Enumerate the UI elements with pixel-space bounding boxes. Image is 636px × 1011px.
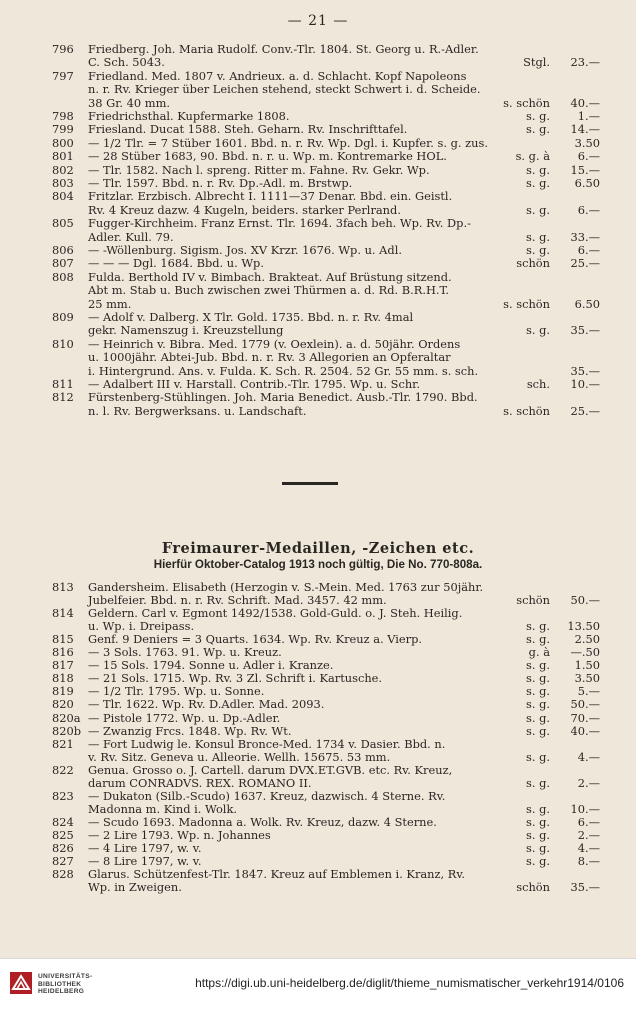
entry-price: 33.— [570, 229, 600, 244]
entry-price: 4.— [577, 841, 600, 855]
entry-number: 817 [52, 658, 74, 673]
entry-line [52, 737, 600, 751]
entry-line [52, 619, 600, 633]
entry-number: 798 [52, 109, 74, 123]
entry-number: 815 [52, 632, 74, 647]
entry-text: u. 1000jähr. Abtei-Jub. Bbd. n. r. Rv. 3 Allegorien an Opferaltar [88, 350, 451, 365]
entry-number: 818 [52, 671, 74, 686]
entry-line [52, 256, 600, 270]
entry-text: Jubelfeier. Bbd. n. r. Rv. Schrift. Mad. 3457. 42 mm. [88, 593, 387, 608]
entry-number: 824 [52, 814, 74, 829]
entry-number: 816 [52, 645, 74, 660]
entry-text: Abt m. Stab u. Buch zwischen zwei Thürmen a. d. Rd. B.R.H.T. [88, 283, 450, 298]
entry-line [52, 149, 600, 163]
entry-number: 803 [52, 176, 74, 190]
entry-text: Geldern. Carl v. Egmont 1492/1538. Gold-Guld. o. J. Steh. Heilig. [88, 606, 463, 621]
entry-line [52, 310, 600, 324]
entry-condition: schön [516, 880, 550, 895]
entry-condition: s. g. [526, 671, 550, 686]
entry-text: gekr. Namenszug i. Kreuzstellung [88, 323, 284, 338]
entry-price: 50.— [570, 697, 600, 712]
entry-price: 10.— [570, 377, 600, 391]
entry-number: 802 [52, 162, 74, 177]
entry-text: Genua. Grosso o. J. Cartell. darum DVX.ET.GVB. etc. Rv. Kreuz, [88, 762, 453, 777]
entry-condition: s. g. [526, 841, 550, 855]
entry-line [52, 283, 600, 297]
entry-text: 25 mm. [88, 296, 132, 311]
logo-line-3: HEIDELBERG [38, 988, 85, 995]
entry-line [52, 122, 600, 136]
entry-line [52, 867, 600, 881]
entry-line [52, 645, 600, 659]
entry-price: 25.— [570, 403, 600, 418]
entry-text: Genf. 9 Deniers = 3 Quarts. 1634. Wp. Rv. Kreuz a. Vierp. [88, 632, 423, 647]
entry-condition: s. schön [503, 403, 550, 418]
entry-line [52, 789, 600, 803]
entry-text: Adler. Kull. 79. [88, 229, 174, 244]
entry-price: 35.— [570, 363, 600, 378]
entry-line [52, 96, 600, 110]
entry-price: 2.— [577, 775, 600, 790]
entry-price: 8.— [577, 854, 600, 869]
entry-line [52, 854, 600, 868]
entry-text: — — — Dgl. 1684. Bbd. u. Wp. [88, 256, 264, 271]
entry-line [52, 270, 600, 284]
entry-text: Fürstenberg-Stühlingen. Joh. Maria Benedict. Ausb.-Tlr. 1790. Bbd. [88, 390, 478, 405]
entry-text: Friedrichsthal. Kupfermarke 1808. [88, 109, 290, 123]
page-number: — 21 — [287, 13, 349, 29]
entry-text: Friesland. Ducat 1588. Steh. Geharn. Rv. Inschrifttafel. [88, 122, 408, 137]
entry-text: v. Rv. Sitz. Geneva u. Alleorie. Wellh. 15675. 53 mm. [88, 749, 391, 764]
entry-line [52, 55, 600, 69]
entry-text: Fulda. Berthold IV v. Bimbach. Brakteat. Auf Brüstung sitzend. [88, 269, 452, 284]
entry-text: — Pistole 1772. Wp. u. Dp.-Adler. [88, 710, 281, 725]
entry-text: 38 Gr. 40 mm. [88, 95, 170, 110]
entry-price: 6.— [577, 814, 600, 829]
entry-line [52, 69, 600, 83]
entry-text: — Tlr. 1622. Wp. Rv. D.Adler. Mad. 2093. [88, 697, 325, 712]
entry-condition: s. g. [526, 827, 550, 842]
entry-condition: s. g. [526, 854, 550, 869]
entry-text: — Adalbert III v. Harstall. Contrib.-Tlr. 1795. Wp. u. Schr. [88, 377, 420, 391]
entry-line [52, 243, 600, 257]
entry-line [52, 724, 600, 738]
entry-condition: sch. [526, 377, 550, 391]
entry-text: Friedberg. Joh. Maria Rudolf. Conv.-Tlr. 1804. St. Georg u. R.-Adler. [88, 42, 479, 56]
entry-price: 40.— [570, 723, 600, 738]
entry-price: 40.— [570, 95, 600, 110]
entry-price: 3.50 [574, 135, 600, 150]
entry-number: 812 [52, 390, 74, 405]
entry-price: 23.— [570, 55, 600, 70]
entry-text: i. Hintergrund. Ans. v. Fulda. K. Sch. R. 2504. 52 Gr. 55 mm. s. sch. [88, 363, 479, 378]
entry-price: 6.50 [574, 296, 600, 311]
entry-text: — Tlr. 1597. Bbd. n. r. Rv. Dp.-Adl. m. Brstwp. [88, 176, 353, 190]
entry-line [52, 176, 600, 190]
entry-price: 70.— [570, 710, 600, 725]
logo-line-1: UNIVERSITÄTS- [38, 973, 93, 980]
entry-number: 820b [52, 723, 82, 738]
entry-line [52, 82, 600, 96]
entry-text: — Dukaton (Silb.-Scudo) 1637. Kreuz, dazwisch. 4 Sterne. Rv. [88, 788, 446, 803]
section-title: Freimaurer-Medaillen, -Zeichen etc. [161, 540, 475, 557]
entry-condition: s. g. [526, 723, 550, 738]
entry-price: 4.— [577, 749, 600, 764]
entry-text: darum CONRADVS. REX. ROMANO II. [88, 775, 312, 790]
entry-price: 50.— [570, 593, 600, 608]
entry-line [52, 802, 600, 816]
entry-number: 810 [52, 336, 74, 351]
entry-number: 822 [52, 762, 74, 777]
entry-text: Fritzlar. Erzbisch. Albrecht I. 1111—37 Denar. Bbd. ein. Geistl. [88, 189, 453, 204]
entry-line [52, 815, 600, 829]
entry-price: 6.— [577, 149, 600, 164]
entry-condition: s. g. [526, 176, 550, 190]
section-divider [282, 482, 338, 485]
entry-line [52, 350, 600, 364]
entry-line [52, 711, 600, 725]
entry-line [52, 203, 600, 217]
entry-line [52, 189, 600, 203]
entry-price: 3.50 [574, 671, 600, 686]
entry-line [52, 323, 600, 337]
entry-number: 826 [52, 841, 74, 855]
entry-line [52, 337, 600, 351]
entry-number: 806 [52, 243, 74, 257]
entry-number: 797 [52, 68, 74, 83]
entry-text: — Scudo 1693. Madonna a. Wolk. Rv. Kreuz, dazw. 4 Sterne. [88, 814, 437, 829]
entry-line [52, 390, 600, 404]
entry-number: 827 [52, 854, 74, 869]
entry-condition: schön [516, 256, 550, 271]
entry-text: — Adolf v. Dalberg. X Tlr. Gold. 1735. Bbd. n. r. Rv. 4mal [88, 310, 414, 324]
entry-condition: schön [516, 593, 550, 608]
entry-number: 804 [52, 189, 74, 204]
entry-condition: s. g. [526, 801, 550, 816]
entry-text: Gandersheim. Elisabeth (Herzogin v. S.-Mein. Med. 1763 zur 50jähr. [88, 580, 484, 594]
entry-text: C. Sch. 5043. [88, 55, 165, 70]
entry-condition: s. g. [526, 658, 550, 673]
entry-price: 6.— [577, 202, 600, 217]
entry-price: 14.— [570, 122, 600, 137]
entry-text: — Fort Ludwig le. Konsul Bronce-Med. 1734 v. Dasier. Bbd. n. [88, 736, 446, 751]
entry-price: 2.50 [574, 632, 600, 647]
section-subtitle: Hierfür Oktober-Catalog 1913 noch gültig, Die No. 770-808a. [153, 558, 483, 571]
entry-line [52, 42, 600, 56]
entry-price: 1.50 [574, 658, 600, 673]
entry-line [52, 377, 600, 391]
entry-text: n. l. Rv. Bergwerksans. u. Landschaft. [88, 403, 307, 418]
entry-number: 805 [52, 216, 74, 231]
entry-price: —.50 [570, 645, 600, 660]
entry-condition: s. g. [526, 710, 550, 725]
entry-line [52, 828, 600, 842]
entry-text: Fugger-Kirchheim. Franz Ernst. Tlr. 1694. 3fach beh. Wp. Rv. Dp.- [88, 216, 471, 231]
entry-text: — 1/2 Tlr. 1795. Wp. u. Sonne. [88, 684, 265, 699]
entry-price: 13.50 [567, 619, 600, 634]
entry-number: 828 [52, 867, 74, 882]
entry-line [52, 404, 600, 418]
entry-text: — Heinrich v. Bibra. Med. 1779 (v. Oexlein). a. d. 50jähr. Ordens [88, 336, 461, 351]
logo-line-2: BIBLIOTHEK [38, 980, 82, 988]
entry-text: u. Wp. i. Dreipass. [88, 619, 195, 634]
entry-condition: s. g. [526, 162, 550, 177]
entry-text: Wp. in Zweigen. [88, 880, 182, 895]
entry-price: 25.— [570, 256, 600, 271]
library-logo-text [38, 973, 92, 996]
entry-price: 1.— [577, 109, 600, 123]
entry-line [52, 750, 600, 764]
entry-line [52, 632, 600, 646]
entry-price: 35.— [570, 880, 600, 895]
entry-condition: s. g. à [515, 149, 550, 164]
entry-number: 807 [52, 256, 74, 271]
entry-condition: s. g. [526, 619, 550, 634]
entry-line [52, 216, 600, 230]
entry-text: — Tlr. 1582. Nach l. spreng. Ritter m. Fahne. Rv. Gekr. Wp. [88, 162, 430, 177]
entry-number: 823 [52, 788, 74, 803]
entry-price: 15.— [570, 162, 600, 177]
entry-price: 2.— [577, 827, 600, 842]
entry-line [52, 697, 600, 711]
entry-condition: s. g. [526, 202, 550, 217]
permalink-url[interactable]: https://digi.ub.uni-heidelberg.de/diglit/thieme_numismatischer_verkehr1914/0106 [195, 976, 624, 990]
entry-condition: Stgl. [523, 55, 550, 70]
entry-condition: s. g. [526, 684, 550, 699]
entry-text: — -Wöllenburg. Sigism. Jos. XV Krzr. 1676. Wp. u. Adl. [88, 243, 402, 257]
entry-condition: s. schön [503, 95, 550, 110]
entry-line [52, 841, 600, 855]
entry-condition: s. g. [526, 775, 550, 790]
entry-text: Friedland. Med. 1807 v. Andrieux. a. d. Schlacht. Kopf Napoleons [88, 68, 467, 83]
entry-condition: s. g. [526, 122, 550, 137]
entry-number: 820a [52, 710, 81, 725]
entry-number: 813 [52, 580, 74, 594]
entry-line [52, 230, 600, 244]
entry-line [52, 658, 600, 672]
entry-condition: g. à [528, 645, 550, 660]
entry-line [52, 606, 600, 620]
entry-number: 801 [52, 149, 74, 164]
entry-text: — 4 Lire 1797, w. v. [88, 841, 202, 855]
entry-line [52, 763, 600, 777]
entry-number: 821 [52, 736, 74, 751]
entry-number: 800 [52, 135, 74, 150]
entry-text: — Zwanzig Frcs. 1848. Wp. Rv. Wt. [88, 723, 292, 738]
entry-number: 814 [52, 606, 74, 621]
entry-line [52, 684, 600, 698]
entry-line [52, 109, 600, 123]
entry-line [52, 880, 600, 894]
entry-price: 10.— [570, 801, 600, 816]
entry-text: — 15 Sols. 1794. Sonne u. Adler i. Kranze. [88, 658, 334, 673]
library-logo-icon [9, 971, 33, 995]
entry-condition: s. g. [526, 814, 550, 829]
entry-condition: s. schön [503, 296, 550, 311]
entry-number: 820 [52, 697, 74, 712]
entry-price: 6.— [577, 243, 600, 257]
entry-line [52, 136, 600, 150]
viewer-footer [0, 958, 636, 1011]
entry-number: 811 [52, 377, 74, 391]
entry-condition: s. g. [526, 632, 550, 647]
entry-text: — 1/2 Tlr. = 7 Stüber 1601. Bbd. n. r. Rv. Wp. Dgl. i. Kupfer. s. g. zus. [88, 135, 488, 150]
entry-number: 808 [52, 269, 74, 284]
entry-text: — 21 Sols. 1715. Wp. Rv. 3 Zl. Schrift i. Kartusche. [88, 671, 383, 686]
entry-condition: s. g. [526, 109, 550, 123]
entry-line [52, 776, 600, 790]
entry-text: — 2 Lire 1793. Wp. n. Johannes [88, 827, 271, 842]
entry-price: 35.— [570, 323, 600, 338]
entry-condition: s. g. [526, 697, 550, 712]
entry-price: 5.— [577, 684, 600, 699]
entry-line [52, 580, 600, 594]
entry-condition: s. g. [526, 229, 550, 244]
entry-text: n. r. Rv. Krieger über Leichen stehend, steckt Schwert i. d. Scheide. [88, 82, 481, 97]
entry-text: Glarus. Schützenfest-Tlr. 1847. Kreuz auf Emblemen i. Kranz, Rv. [88, 867, 466, 882]
entry-price: 6.50 [574, 176, 600, 190]
entry-number: 796 [52, 42, 74, 56]
entry-text: Rv. 4 Kreuz dazw. 4 Kugeln, beiders. starker Perlrand. [88, 202, 401, 217]
entry-line [52, 593, 600, 607]
entry-condition: s. g. [526, 749, 550, 764]
entry-text: Madonna m. Kind i. Wolk. [88, 801, 237, 816]
entry-text: — 3 Sols. 1763. 91. Wp. u. Kreuz. [88, 645, 282, 660]
entry-line [52, 297, 600, 311]
entry-line [52, 364, 600, 378]
entry-number: 799 [52, 122, 74, 137]
entry-line [52, 671, 600, 685]
entry-text: — 8 Lire 1797, w. v. [88, 854, 202, 869]
entry-condition: s. g. [526, 243, 550, 257]
entry-line [52, 163, 600, 177]
entry-number: 819 [52, 684, 74, 699]
entry-condition: s. g. [526, 323, 550, 338]
entry-number: 825 [52, 827, 74, 842]
entry-number: 809 [52, 310, 74, 324]
entry-text: — 28 Stüber 1683, 90. Bbd. n. r. u. Wp. m. Kontremarke HOL. [88, 149, 447, 164]
